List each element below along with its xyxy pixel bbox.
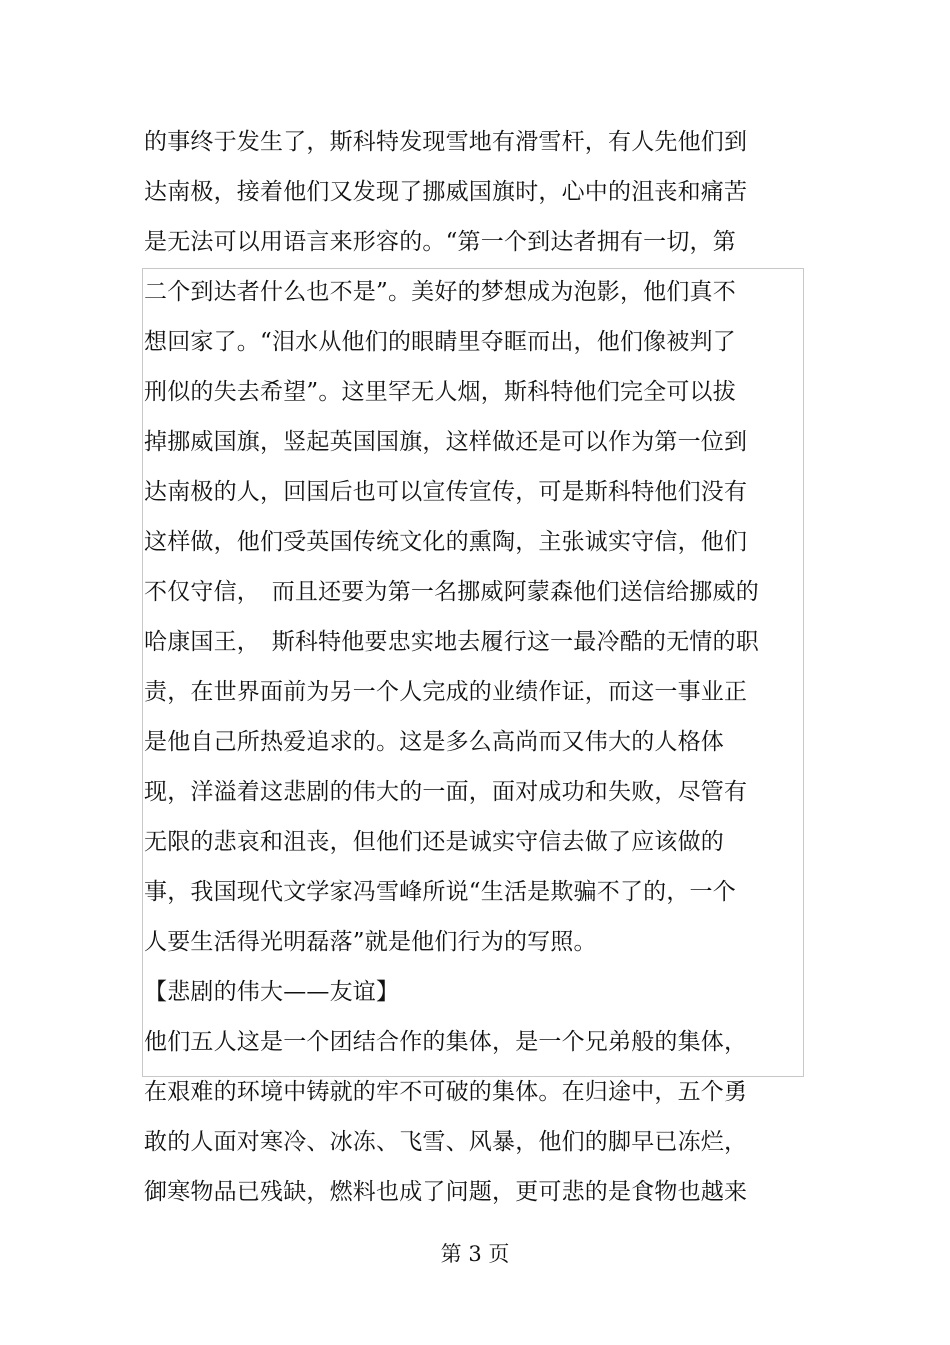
text-line: 敢的人面对寒冷、冰冻、飞雪、风暴，他们的脚早已冻烂， [144,1129,748,1155]
text-line: 事，我国现代文学家冯雪峰所说“生活是欺骗不了的，一个 [144,879,736,905]
text-line: 是无法可以用语言来形容的。“第一个到达者拥有一切，第 [144,229,736,255]
text-line: 哈康国王， 斯科特他要忠实地去履行这一最冷酷的无情的职 [144,629,759,655]
body-text [144,117,764,1217]
text-line: 责，在世界面前为另一个人完成的业绩作证，而这一事业正 [144,679,748,705]
text-line: 御寒物品已残缺，燃料也成了问题，更可悲的是食物也越来 [144,1179,748,1205]
section-heading: 【悲剧的伟大——友谊】 [144,979,400,1005]
text-line: 达南极的人，回国后也可以宣传宣传，可是斯科特他们没有 [144,479,748,505]
page-number: 第 3 页 [440,1242,510,1266]
text-line: 达南极，接着他们又发现了挪威国旗时，心中的沮丧和痛苦 [144,179,748,205]
text-line: 想回家了。“泪水从他们的眼睛里夺眶而出，他们像被判了 [144,329,736,355]
text-line: 二个到达者什么也不是”。美好的梦想成为泡影，他们真不 [144,279,736,305]
text-line: 刑似的失去希望”。这里罕无人烟，斯科特他们完全可以拔 [144,379,736,405]
text-line: 人要生活得光明磊落”就是他们行为的写照。 [144,929,597,955]
text-line: 他们五人这是一个团结合作的集体，是一个兄弟般的集体， [144,1029,748,1055]
text-line: 在艰难的环境中铸就的牢不可破的集体。在归途中，五个勇 [144,1079,748,1105]
text-line: 不仅守信， 而且还要为第一名挪威阿蒙森他们送信给挪威的 [144,579,759,605]
text-line: 无限的悲哀和沮丧，但他们还是诚实守信去做了应该做的 [144,829,724,855]
text-line: 这样做，他们受英国传统文化的熏陶，主张诚实守信，他们 [144,529,748,555]
text-line: 掉挪威国旗，竖起英国国旗，这样做还是可以作为第一位到 [144,429,748,455]
text-line: 是他自己所热爱追求的。这是多么高尚而又伟大的人格体 [144,729,724,755]
text-line: 的事终于发生了，斯科特发现雪地有滑雪杆，有人先他们到 [144,129,748,155]
text-line: 现，洋溢着这悲剧的伟大的一面，面对成功和失败，尽管有 [144,779,748,805]
